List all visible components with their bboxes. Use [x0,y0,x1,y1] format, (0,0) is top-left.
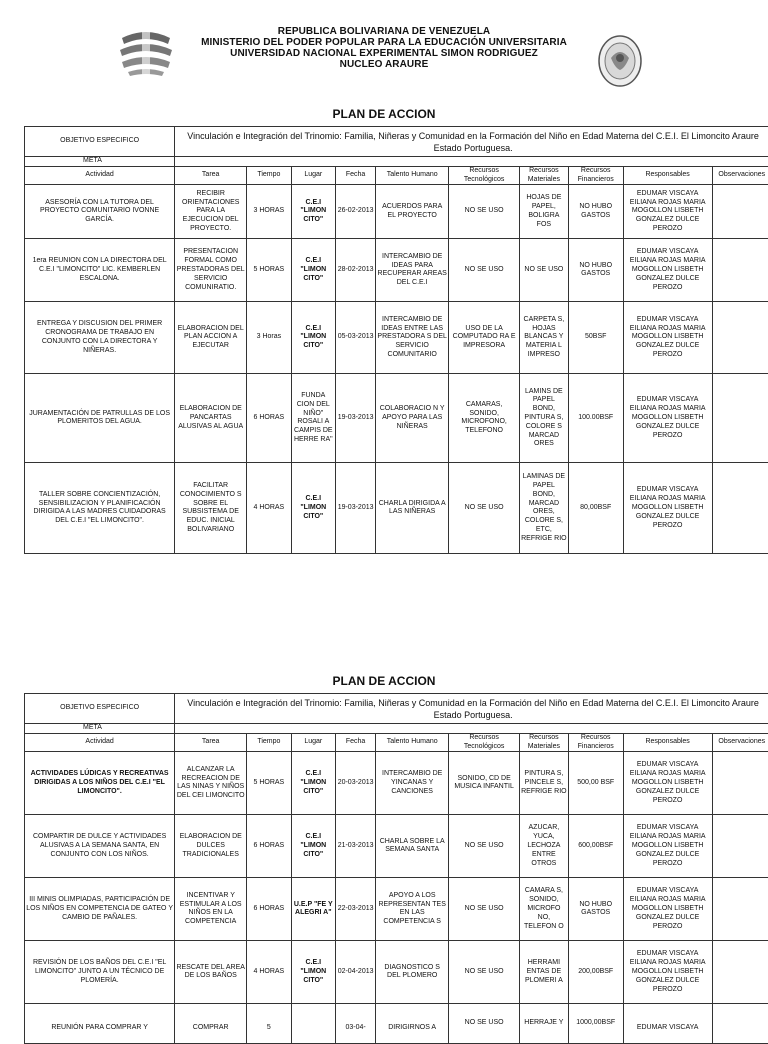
header-line-1: REPUBLICA BOLIVARIANA DE VENEZUELA [0,26,768,37]
cell-tarea: ELABORACION DE DULCES TRADICIONALES [175,815,247,878]
cell-responsables: EDUMAR VISCAYA EILIANA ROJAS MARIA MOGOLLON LISBETH GONZALEZ DULCE PEROZO [623,374,712,463]
cell-actividad: ASESORÍA CON LA TUTORA DEL PROYECTO COMUNITARIO IVONNE GARCÍA. [25,185,175,239]
cell-tecnologicos: SONIDO, CD DE MUSICA INFANTIL [449,752,520,815]
plan-title-2: PLAN DE ACCION [0,674,768,688]
cell-tiempo: 5 HORAS [247,239,291,302]
cell-lugar: C.E.I "LIMON CITO" [291,941,335,1004]
cell-observaciones [712,374,768,463]
cell-tecnologicos: NO SE USO [449,815,520,878]
cell-tiempo: 4 HORAS [247,463,291,554]
cell-talento: ACUERDOS PARA EL PROYECTO [376,185,449,239]
cell-tecnologicos: NO SE USO [449,941,520,1004]
column-header: Recursos Financieros [568,733,623,752]
cell-financieros: NO HUBO GASTOS [568,185,623,239]
cell-tarea: RESCATE DEL AREA DE LOS BAÑOS [175,941,247,1004]
cell-financieros: 500,00 BSF [568,752,623,815]
cell-financieros: 200,00BSF [568,941,623,1004]
university-seal [597,34,643,88]
header-line-2: MINISTERIO DEL PODER POPULAR PARA LA EDUCACIÓN UNIVERSITARIA [0,37,768,48]
cell-lugar: C.E.I "LIMON CITO" [291,302,335,374]
cell-tiempo: 6 HORAS [247,815,291,878]
cell-responsables: EDUMAR VISCAYA EILIANA ROJAS MARIA MOGOLLON LISBETH GONZALEZ DULCE PEROZO [623,302,712,374]
cell-talento: INTERCAMBIO DE IDEAS ENTRE LAS PRESTADORA S DEL SERVICIO COMUNITARIO [376,302,449,374]
cell-tecnologicos: NO SE USO [449,239,520,302]
column-header: Talento Humano [376,733,449,752]
cell-tarea: RECIBIR ORIENTACIONES PARA LA EJECUCION DEL PROYECTO. [175,185,247,239]
column-header: Recursos Financieros [568,166,623,185]
column-header: Responsables [623,166,712,185]
column-header: Recursos Materiales [520,733,569,752]
cell-lugar: C.E.I "LIMON CITO" [291,185,335,239]
cell-talento: INTERCAMBIO DE IDEAS PARA RECUPERAR AREAS DEL C.E.I [376,239,449,302]
cell-tecnologicos: NO SE USO [449,185,520,239]
column-header: Recursos Tecnológicos [449,733,520,752]
cell-lugar: C.E.I "LIMON CITO" [291,463,335,554]
cell-fecha: 03-04- [336,1004,376,1044]
cell-fecha: 19-03-2013 [336,463,376,554]
cell-talento: CHARLA DIRIGIDA A LAS NIÑERAS [376,463,449,554]
column-header: Tarea [175,166,247,185]
cell-materiales: CARPETA S, HOJAS BLANCAS Y MATERIA L IMPRESO [520,302,569,374]
cell-materiales: HOJAS DE PAPEL, BOLIGRA FOS [520,185,569,239]
column-header: Lugar [291,733,335,752]
cell-materiales: CAMARA S, SONIDO, MICROFO NO, TELEFON O [520,878,569,941]
cell-tarea: ALCANZAR LA RECREACION DE LAS NINAS Y NIÑOS DEL CEI LIMONCITO [175,752,247,815]
cell-materiales: PINTURA S, PINCELE S, REFRIGE RIO [520,752,569,815]
column-header: Tiempo [247,733,291,752]
cell-observaciones [712,239,768,302]
meta-label: META [25,157,175,167]
cell-actividad: 1era REUNION CON LA DIRECTORA DEL C.E.I "LIMONCITO" LIC. KEMBERLEN ESCALONA. [25,239,175,302]
cell-lugar: U.E.P "FE Y ALEGRI A" [291,878,335,941]
cell-tarea: COMPRAR [175,1004,247,1044]
cell-tecnologicos: CAMARAS, SONIDO, MICROFONO, TELEFONO [449,374,520,463]
column-header: Observaciones [712,733,768,752]
cell-actividad: JURAMENTACIÓN DE PATRULLAS DE LOS PLOMERITOS DEL AGUA. [25,374,175,463]
table-row [25,752,768,815]
cell-materiales: AZUCAR, YUCA, LECHOZA ENTRE OTROS [520,815,569,878]
meta-label: META [25,724,175,734]
cell-lugar: C.E.I "LIMON CITO" [291,752,335,815]
cell-tiempo: 3 HORAS [247,185,291,239]
cell-fecha: 20-03-2013 [336,752,376,815]
header-line-4: NUCLEO ARAURE [0,59,768,70]
table-row [25,302,768,374]
cell-talento: APOYO A LOS REPRESENTAN TES EN LAS COMPETENCIA S [376,878,449,941]
cell-observaciones [712,302,768,374]
table-row [25,878,768,941]
cell-tarea: FACILITAR CONOCIMIENTO S SOBRE EL SUBSISTEMA DE EDUC. INICIAL BOLIVARIANO [175,463,247,554]
meta-empty [175,157,768,167]
cell-tecnologicos: NO SE USO [449,878,520,941]
document-header [0,20,768,100]
cell-tarea: PRESENTACION FORMAL COMO PRESTADORAS DEL SERVICIO COMUNIRATIO. [175,239,247,302]
objetivo-text: Vinculación e Integración del Trinomio: Familia, Niñeras y Comunidad en la Formación del Niño en Edad Materna del C.E.I. El Limoncito Araure Estado Portuguesa. [175,694,768,724]
cell-financieros: 600,00BSF [568,815,623,878]
cell-actividad: III MINIS OLIMPIADAS, PARTICIPACIÓN DE LOS NIÑOS EN COMPETENCIA DE GATEO Y CAMBIO DE PAÑALES. [25,878,175,941]
column-header: Recursos Tecnológicos [449,166,520,185]
cell-financieros: NO HUBO GASTOS [568,878,623,941]
header-line-3: UNIVERSIDAD NACIONAL EXPERIMENTAL SIMON RODRIGUEZ [0,48,768,59]
table-row [25,185,768,239]
column-header: Talento Humano [376,166,449,185]
cell-actividad: REUNIÓN PARA COMPRAR Y [25,1004,175,1044]
cell-talento: DIRIGIRNOS A [376,1004,449,1044]
objetivo-label: OBJETIVO ESPECIFICO [25,694,175,724]
action-plan-table [24,126,768,554]
cell-materiales: NO SE USO [520,239,569,302]
cell-tiempo: 6 HORAS [247,878,291,941]
cell-materiales: HERRAMI ENTAS DE PLOMERI A [520,941,569,1004]
column-header: Lugar [291,166,335,185]
cell-actividad: REVISIÓN DE LOS BAÑOS DEL C.E.I "EL LIMONCITO" JUNTO A UN TÉCNICO DE PLOMERÍA. [25,941,175,1004]
column-header: Recursos Materiales [520,166,569,185]
cell-responsables: EDUMAR VISCAYA EILIANA ROJAS MARIA MOGOLLON LISBETH GONZALEZ DULCE PEROZO [623,752,712,815]
meta-empty [175,724,768,734]
cell-responsables: EDUMAR VISCAYA EILIANA ROJAS MARIA MOGOLLON LISBETH GONZALEZ DULCE PEROZO [623,815,712,878]
cell-tiempo: 5 HORAS [247,752,291,815]
column-header: Tiempo [247,166,291,185]
cell-fecha: 19-03-2013 [336,374,376,463]
cell-observaciones [712,752,768,815]
column-header: Observaciones [712,166,768,185]
plan-title: PLAN DE ACCION [0,107,768,121]
cell-talento: CHARLA SOBRE LA SEMANA SANTA [376,815,449,878]
cell-tiempo: 5 [247,1004,291,1044]
cell-materiales: HERRAJE Y [520,1004,569,1044]
cell-responsables: EDUMAR VISCAYA EILIANA ROJAS MARIA MOGOLLON LISBETH GONZALEZ DULCE PEROZO [623,239,712,302]
column-header: Actividad [25,733,175,752]
cell-tecnologicos: NO SE USO [449,1004,520,1044]
table-row [25,463,768,554]
cell-fecha: 26-02-2013 [336,185,376,239]
cell-tiempo: 4 HORAS [247,941,291,1004]
cell-tarea: INCENTIVAR Y ESTIMULAR A LOS NIÑOS EN LA COMPETENCIA [175,878,247,941]
cell-actividad: TALLER SOBRE CONCIENTIZACIÓN, SENSIBILIZACION Y PLANIFICACIÓN DIRIGIDA A LAS MADRES CUIDADORAS DEL C.E.I "EL LIMONCITO". [25,463,175,554]
table-row [25,941,768,1004]
column-header: Fecha [336,733,376,752]
cell-financieros: 80,00BSF [568,463,623,554]
cell-tarea: ELABORACION DEL PLAN ACCION A EJECUTAR [175,302,247,374]
cell-talento: INTERCAMBIO DE YINCANAS Y CANCIONES [376,752,449,815]
table-row [25,239,768,302]
cell-fecha: 28-02-2013 [336,239,376,302]
cell-fecha: 02-04-2013 [336,941,376,1004]
column-header: Responsables [623,733,712,752]
objetivo-label: OBJETIVO ESPECIFICO [25,127,175,157]
cell-fecha: 21-03-2013 [336,815,376,878]
cell-observaciones [712,815,768,878]
cell-tarea: ELABORACION DE PANCARTAS ALUSIVAS AL AGUA [175,374,247,463]
cell-talento: DIAGNOSTICO S DEL PLOMERO [376,941,449,1004]
cell-materiales: LAMINAS DE PAPEL BOND, MARCAD ORES, COLORE S, ETC, REFRIGE RIO [520,463,569,554]
column-header: Actividad [25,166,175,185]
cell-observaciones [712,463,768,554]
cell-materiales: LAMINS DE PAPEL BOND, PINTURA S, COLORE S MARCAD ORES [520,374,569,463]
cell-fecha: 05-03-2013 [336,302,376,374]
cell-responsables: EDUMAR VISCAYA EILIANA ROJAS MARIA MOGOLLON LISBETH GONZALEZ DULCE PEROZO [623,185,712,239]
objetivo-text: Vinculación e Integración del Trinomio: Familia, Niñeras y Comunidad en la Formación del Niño en Edad Materna del C.E.I. El Limoncito Araure Estado Portuguesa. [175,127,768,157]
cell-actividad: ENTREGA Y DISCUSION DEL PRIMER CRONOGRAMA DE TRABAJO EN CONJUNTO CON LA DIRECTORA Y NIÑERAS. [25,302,175,374]
cell-responsables: EDUMAR VISCAYA EILIANA ROJAS MARIA MOGOLLON LISBETH GONZALEZ DULCE PEROZO [623,878,712,941]
cell-talento: COLABORACIO N Y APOYO PARA LAS NIÑERAS [376,374,449,463]
table-row [25,374,768,463]
cell-observaciones [712,941,768,1004]
cell-actividad: COMPARTIR DE DULCE Y ACTIVIDADES ALUSIVAS A LA SEMANA SANTA, EN CONJUNTO CON LOS NIÑOS. [25,815,175,878]
cell-responsables: EDUMAR VISCAYA EILIANA ROJAS MARIA MOGOLLON LISBETH GONZALEZ DULCE PEROZO [623,941,712,1004]
cell-lugar: C.E.I "LIMON CITO" [291,239,335,302]
cell-tecnologicos: USO DE LA COMPUTADO RA E IMPRESORA [449,302,520,374]
cell-lugar: FUNDA CION DEL NIÑO" ROSALI A CAMPIS DE HERRE RA" [291,374,335,463]
cell-financieros: 50BSF [568,302,623,374]
cell-responsables: EDUMAR VISCAYA [623,1004,712,1044]
table-row [25,815,768,878]
cell-observaciones [712,185,768,239]
cell-actividad: ACTIVIDADES LÚDICAS Y RECREATIVAS DIRIGIDAS A LOS NIÑOS DEL C.E.I "EL LIMONCITO". [25,752,175,815]
cell-financieros: 1000,00BSF [568,1004,623,1044]
cell-tiempo: 6 HORAS [247,374,291,463]
column-header: Tarea [175,733,247,752]
action-plan-table-2 [24,693,768,1044]
cell-tiempo: 3 Horas [247,302,291,374]
cell-financieros: 100.00BSF [568,374,623,463]
cell-lugar: C.E.I "LIMON CITO" [291,815,335,878]
cell-responsables: EDUMAR VISCAYA EILIANA ROJAS MARIA MOGOLLON LISBETH GONZALEZ DULCE PEROZO [623,463,712,554]
cell-fecha: 22-03-2013 [336,878,376,941]
cell-observaciones [712,878,768,941]
cell-financieros: NO HUBO GASTOS [568,239,623,302]
column-header: Fecha [336,166,376,185]
cell-tecnologicos: NO SE USO [449,463,520,554]
